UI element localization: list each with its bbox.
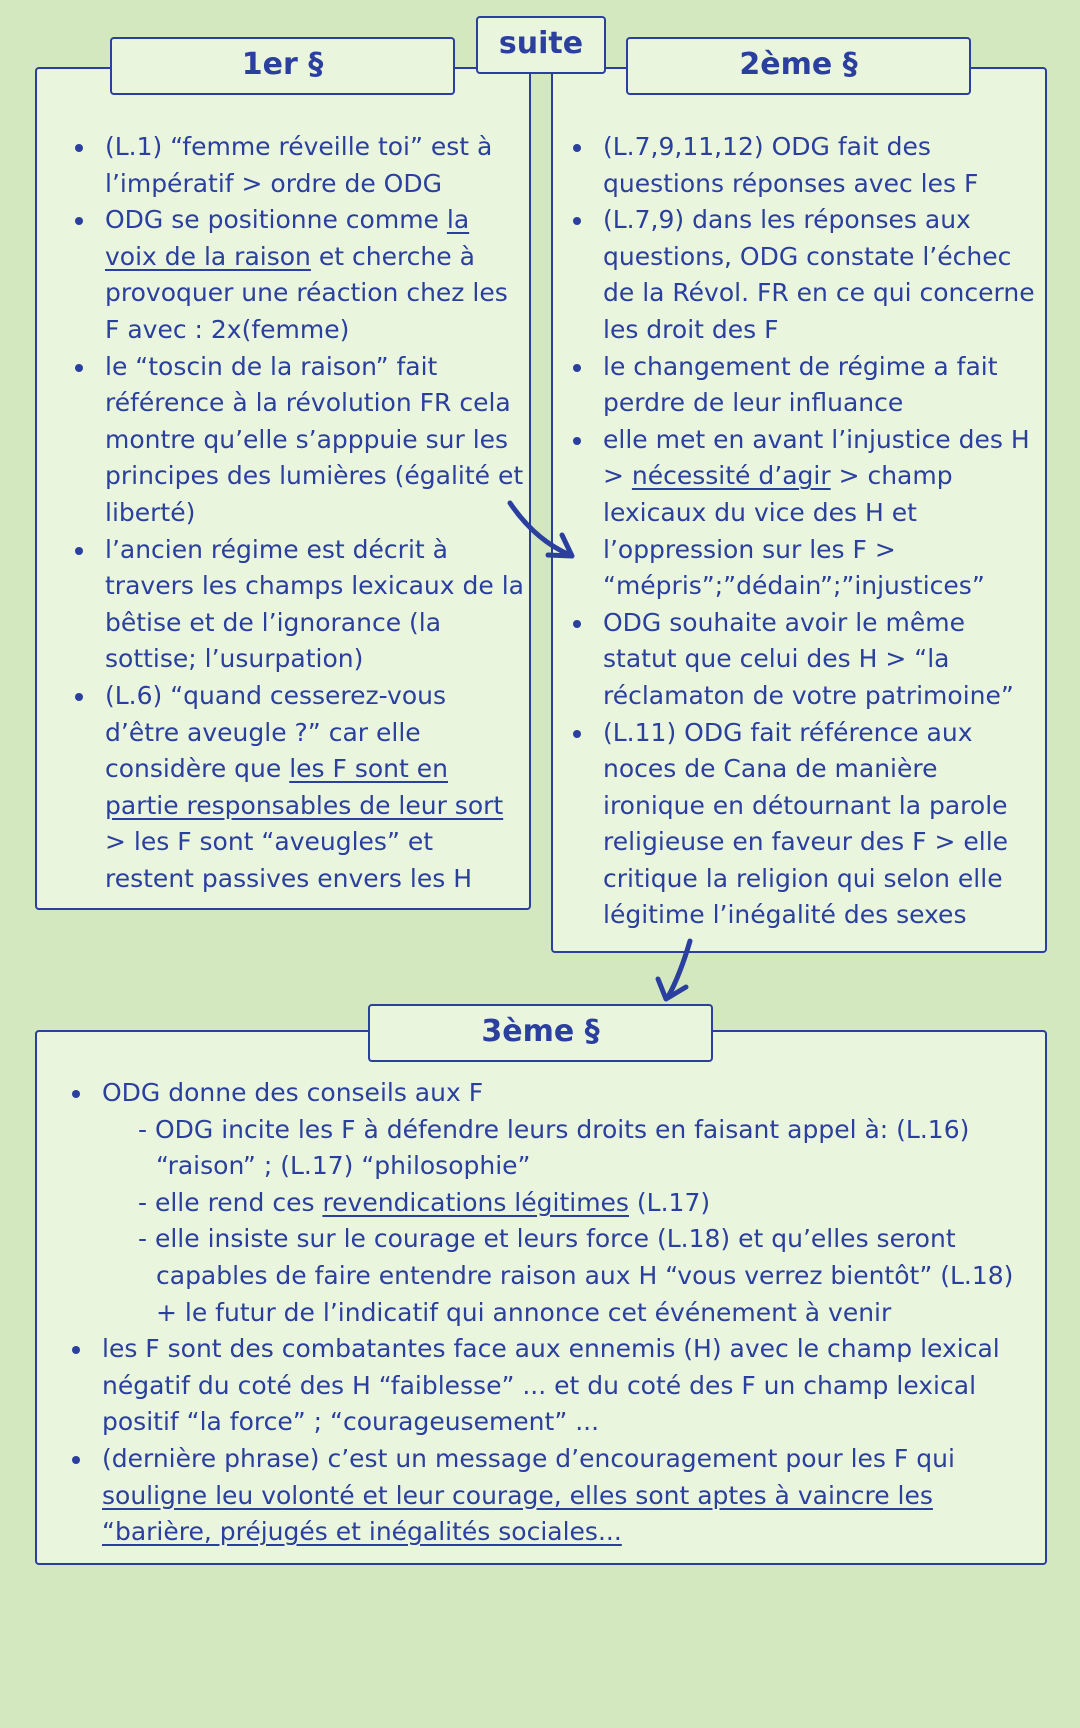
list-item: elle met en avant l’injustice des H > nécessité d’agir > champ lexicaux du vice des H et l’oppression sur les F > “mépris”;”dédain”;”injustices” — [553, 422, 1045, 605]
tab-section-3: 3ème § — [368, 1004, 713, 1062]
list-item: (L.7,9,11,12) ODG fait des questions réponses avec les F — [553, 129, 1045, 202]
underlined-text: souligne leu volonté et leur courage, elles sont aptes à vaincre les “barière, préjugés et inégalités sociales... — [102, 1480, 933, 1547]
list-item: - ODG incite les F à défendre leurs droits en faisant appel à: (L.16) “raison” ; (L.17) “philosophie” — [138, 1114, 970, 1181]
list-item: le “toscin de la raison” fait référence à la révolution FR cela montre qu’elle s’apppuie sur les principes des lumières (égalité et liberté) — [55, 349, 525, 532]
list-item: (dernière phrase) c’est un message d’encouragement pour les F qui souligne leu volonté et leur courage, elles sont aptes à vaincre les “barière, préjugés et inégalités sociales... — [52, 1441, 1042, 1551]
section-3-box — [35, 1030, 1047, 1565]
list-item: l’ancien régime est décrit à travers les champs lexicaux de la bêtise et de l’ignorance (la sottise; l’usurpation) — [55, 532, 525, 678]
section-3-sub-list — [52, 1112, 1042, 1332]
section-3-rest-list — [52, 1331, 1042, 1551]
section-1-list — [55, 129, 525, 897]
section-2-list — [553, 129, 1045, 934]
section-2-box — [551, 67, 1047, 953]
list-item: (L.6) “quand cesserez-vous d’être aveugle ?” car elle considère que les F sont en partie responsables de leur sort > les F sont “aveugles” et restent passives envers les H — [55, 678, 525, 898]
section-3-first-list — [52, 1075, 1042, 1112]
section-3-content — [52, 1075, 1042, 1551]
list-item: ODG donne des conseils aux F — [52, 1075, 1042, 1112]
list-item: - elle insiste sur le courage et leurs force (L.18) et qu’elles seront capables de faire entendre raison aux H “vous verrez bientôt” (L.18) + le futur de l’indicatif qui annonce cet événement à venir — [138, 1224, 1014, 1327]
list-item: ODG se positionne comme la voix de la raison et cherche à provoquer une réaction chez les F avec : 2x(femme) — [55, 202, 525, 348]
arrow-to-section-2-icon — [500, 495, 580, 565]
list-item: ODG souhaite avoir le même statut que celui des H > “la réclamaton de votre patrimoine” — [553, 605, 1045, 715]
list-item: (L.11) ODG fait référence aux noces de Cana de manière ironique en détournant la parole religieuse en faveur des F > elle critique la religion qui selon elle légitime l’inégalité des sexes — [553, 715, 1045, 935]
underlined-text: les F sont en partie responsables de leur sort — [105, 754, 504, 820]
list-item: - elle rend ces revendications légitimes (L.17) — [138, 1187, 711, 1217]
arrow-to-section-3-icon — [650, 935, 710, 1005]
tab-suite: suite — [476, 16, 606, 74]
list-item: (L.7,9) dans les réponses aux questions, ODG constate l’échec de la Révol. FR en ce qui concerne les droit des F — [553, 202, 1045, 348]
underlined-text: nécessité d’agir — [631, 461, 831, 491]
underlined-text: la voix de la raison — [105, 205, 470, 271]
tab-section-2: 2ème § — [626, 37, 971, 95]
tab-section-1: 1er § — [110, 37, 455, 95]
section-1-box — [35, 67, 531, 910]
list-item: les F sont des combatantes face aux ennemis (H) avec le champ lexical négatif du coté des H “faiblesse” ... et du coté des F un champ lexical positif “la force” ; “courageusement” ... — [52, 1331, 1042, 1441]
underlined-text: revendications légitimes — [322, 1187, 629, 1217]
list-item: le changement de régime a fait perdre de leur influance — [553, 349, 1045, 422]
list-item: (L.1) “femme réveille toi” est à l’impératif > ordre de ODG — [55, 129, 525, 202]
